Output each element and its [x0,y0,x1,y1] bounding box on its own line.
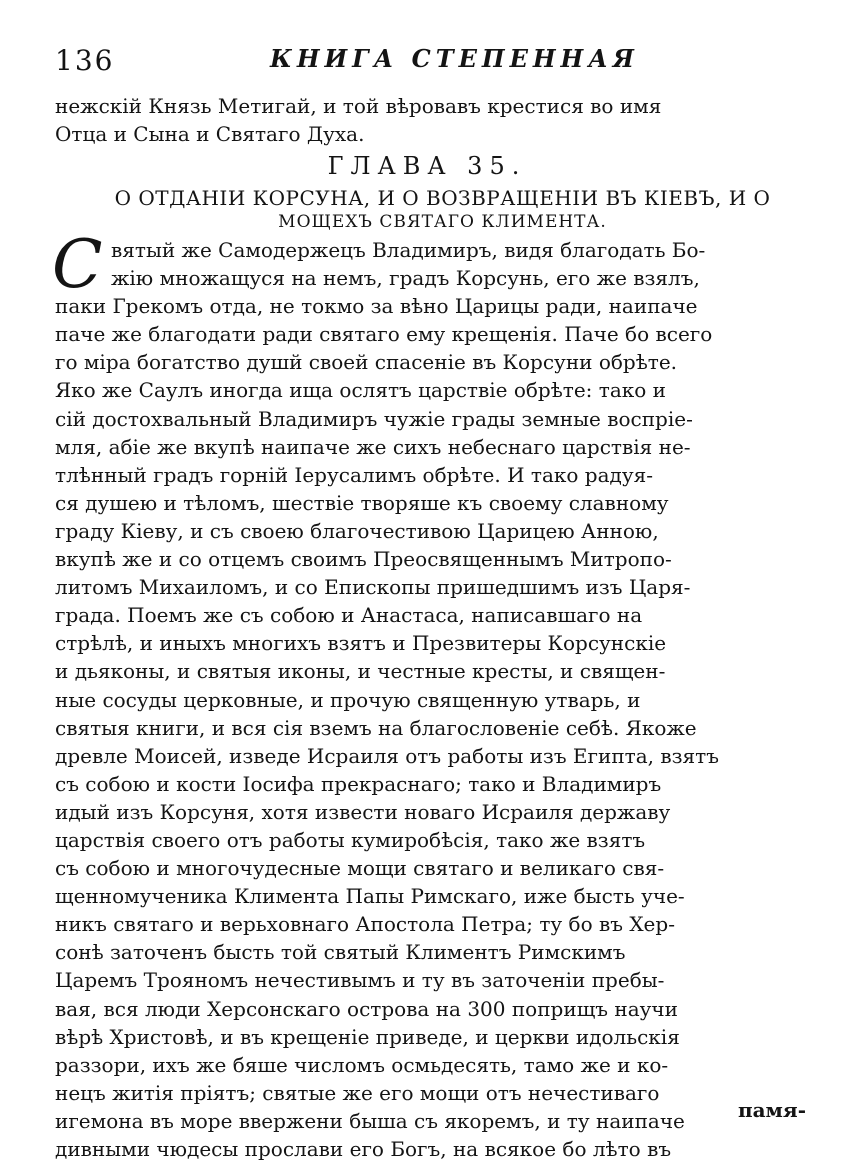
text-line: нежскiй Князь Метигай, и той вѣровавъ крестися во имя [55,94,662,118]
text-line: царствiя своего отъ работы кумиробѣсiя, тако же взятъ [55,827,646,852]
chapter-number: ГЛАВА 35. [327,152,527,180]
text-line: вкупѣ же и со отцемъ своимъ Преосвященнымъ Митропо- [55,547,672,572]
text-line: паки Грекомъ отда, не токмо за вѣно Царицы ради, наипаче [55,294,698,319]
text-line: святыя книги, и вся сiя вземъ на благословенiе себѣ. Якоже [55,715,697,740]
text-line: сонѣ заточенъ бысть той святый Климентъ Римскимъ [55,940,626,965]
text-line: раззори, ихъ же бяше числомъ осмьдесять, тамо же и ко- [55,1052,669,1077]
continuation-text [55,92,830,148]
text-line: стрѣлѣ, и иныхъ многихъ взятъ и Презвитеры Корсунскiе [55,631,667,656]
text-line: града. Поемъ же съ собою и Анастаса, написавшаго на [55,603,643,628]
text-line: мля, абiе же вкупѣ наипаче же сихъ небеснаго царствiя не- [55,434,691,459]
text-line: жiю множащуся на немъ, градъ Корсунь, его же взялъ, [111,266,700,291]
text-line: съ собою и многочудесные мощи святаго и великаго свя- [55,856,665,881]
page-number: 136 [55,44,115,77]
running-head: КНИГА СТЕПЕННАЯ [270,44,639,73]
text-line: никъ святаго и верьховнаго Апостола Петра; ту бо въ Хер- [55,912,675,937]
text-line: вѣрѣ Христовѣ, и въ крещенiе приведе, и церкви идольскiя [55,1024,680,1049]
text-line: литомъ Михаиломъ, и со Епископы пришедшимъ изъ Царя- [55,575,691,600]
text-line: Отца и Сына и Святаго Духа. [55,122,365,146]
text-line: щенномученика Климента Папы Римскаго, иже бысть уче- [55,884,685,909]
text-line: граду Кiеву, и съ своею благочестивою Царицею Анною, [55,518,659,543]
body-text [55,236,825,1163]
text-line: ся душею и тѣломъ, шествiе творяше къ своему славному [55,490,669,515]
text-line: идый изъ Корсуня, хотя извести новаго Исраиля державу [55,799,671,824]
text-line: го мiра богатство душй своей спасенiе въ Корсуни обрѣте. [55,350,678,375]
text-line: сiй достохвальный Владимиръ чужiе грады земные воспрiе- [55,406,693,431]
text-line: игемона въ море ввержени быша съ якоремъ, и ту наипаче [55,1108,685,1133]
text-line: дивными чюдесы прослави его Богъ, на всякое бо лѣто въ [55,1137,672,1161]
text-line: паче же благодати ради святаго ему крещенiя. Паче бо всего [55,322,713,347]
chapter-title [55,186,830,234]
text-line: вятый же Самодержецъ Владимиръ, видя благодать Бо- [111,238,706,262]
catchword: памя- [737,1098,806,1122]
text-line: древле Моисей, изведе Исраиля отъ работы изъ Египта, взятъ [55,743,719,768]
text-line: и дьяконы, и святыя иконы, и честные кресты, и священ- [55,659,666,684]
chapter-title-line: О ОТДАНIИ КОРСУНА, И О ВОЗВРАЩЕНIИ ВЪ КIЕВЪ, И О [114,186,771,210]
text-line: нецъ житiя прiятъ; святые же его мощи отъ нечестиваго [55,1080,660,1105]
chapter-title-line: МОЩЕХЪ СВЯТАГО КЛИМЕНТА. [278,212,607,232]
drop-cap: С [52,226,103,303]
text-line: съ собою и кости Iосифа прекраснаго; тако и Владимиръ [55,771,662,796]
text-line: Царемъ Трояномъ нечестивымъ и ту въ заточенiи пребы- [55,968,665,993]
text-line: тлѣнный градъ горнiй Iерусалимъ обрѣте. И тако радуя- [55,462,653,487]
text-line: Яко же Саулъ иногда ища ослятъ царствiе обрѣте: тако и [55,378,666,403]
text-line: вая, вся люди Херсонскаго острова на 300 поприщъ научи [55,996,678,1021]
text-line: ные сосуды церковные, и прочую священную утварь, и [55,687,641,712]
